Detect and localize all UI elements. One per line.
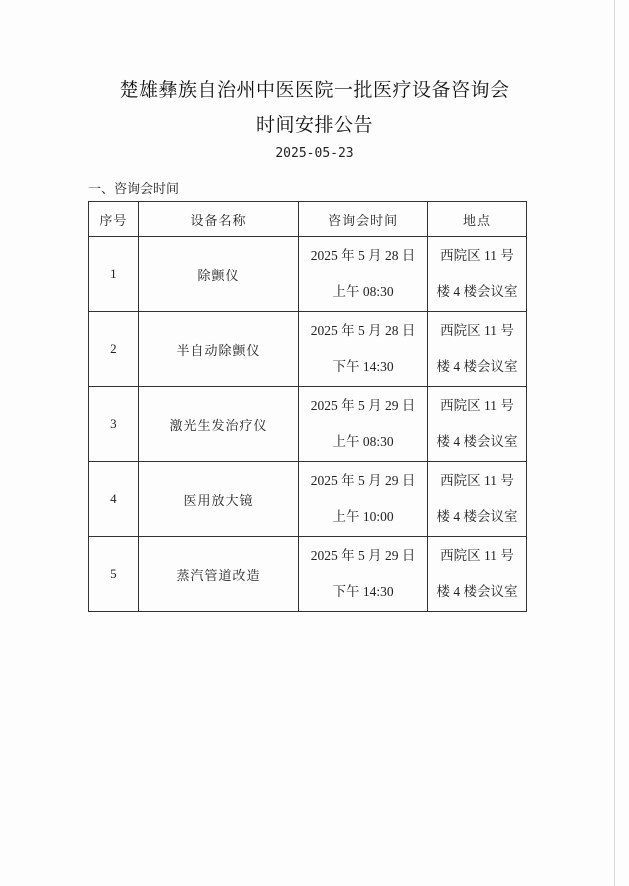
table-row	[89, 387, 527, 462]
row-date: 2025 年 5 月 29 日	[310, 398, 416, 413]
row-location-line1: 西院区 11 号	[440, 248, 514, 263]
row-equipment: 医用放大镜	[138, 462, 298, 537]
row-serial: 1	[89, 237, 139, 312]
header-time: 咨询会时间	[299, 202, 428, 237]
row-location-line1: 西院区 11 号	[440, 473, 514, 488]
row-equipment: 除颤仪	[138, 237, 298, 312]
table-header-row	[89, 202, 527, 237]
row-location-line1: 西院区 11 号	[440, 323, 514, 338]
table-row	[89, 537, 527, 612]
row-clock: 上午 10:00	[332, 509, 394, 524]
row-clock: 下午 14:30	[332, 359, 394, 374]
row-time	[299, 312, 428, 387]
row-location	[428, 462, 527, 537]
row-date: 2025 年 5 月 29 日	[310, 473, 416, 488]
row-time	[299, 387, 428, 462]
row-location	[428, 537, 527, 612]
row-location	[428, 237, 527, 312]
consultation-schedule-table	[88, 201, 527, 612]
row-serial: 3	[89, 387, 139, 462]
row-location-line2: 楼 4 楼会议室	[436, 509, 518, 524]
row-equipment: 半自动除颤仪	[138, 312, 298, 387]
row-location-line1: 西院区 11 号	[440, 398, 514, 413]
row-date: 2025 年 5 月 28 日	[310, 323, 416, 338]
header-serial: 序号	[89, 202, 139, 237]
row-time	[299, 462, 428, 537]
row-location-line2: 楼 4 楼会议室	[436, 434, 518, 449]
section-heading: 一、咨询会时间	[88, 182, 180, 197]
table-row	[89, 237, 527, 312]
row-location-line2: 楼 4 楼会议室	[436, 359, 518, 374]
row-time	[299, 537, 428, 612]
document-title-line1: 楚雄彝族自治州中医医院一批医疗设备咨询会	[119, 79, 510, 101]
row-location-line1: 西院区 11 号	[440, 548, 514, 563]
row-serial: 4	[89, 462, 139, 537]
row-equipment: 蒸汽管道改造	[138, 537, 298, 612]
table-row	[89, 312, 527, 387]
row-clock: 上午 08:30	[332, 434, 394, 449]
row-date: 2025 年 5 月 28 日	[310, 248, 416, 263]
row-location	[428, 387, 527, 462]
row-equipment: 激光生发治疗仪	[138, 387, 298, 462]
row-location-line2: 楼 4 楼会议室	[436, 584, 518, 599]
row-time	[299, 237, 428, 312]
header-equipment: 设备名称	[138, 202, 298, 237]
table-row	[89, 462, 527, 537]
row-serial: 5	[89, 537, 139, 612]
header-location: 地点	[428, 202, 527, 237]
document-date: 2025-05-23	[275, 146, 354, 161]
document-title-line2: 时间安排公告	[255, 114, 373, 136]
row-serial: 2	[89, 312, 139, 387]
row-clock: 上午 08:30	[332, 284, 394, 299]
row-date: 2025 年 5 月 29 日	[310, 548, 416, 563]
row-location-line2: 楼 4 楼会议室	[436, 284, 518, 299]
row-clock: 下午 14:30	[332, 584, 394, 599]
row-location	[428, 312, 527, 387]
